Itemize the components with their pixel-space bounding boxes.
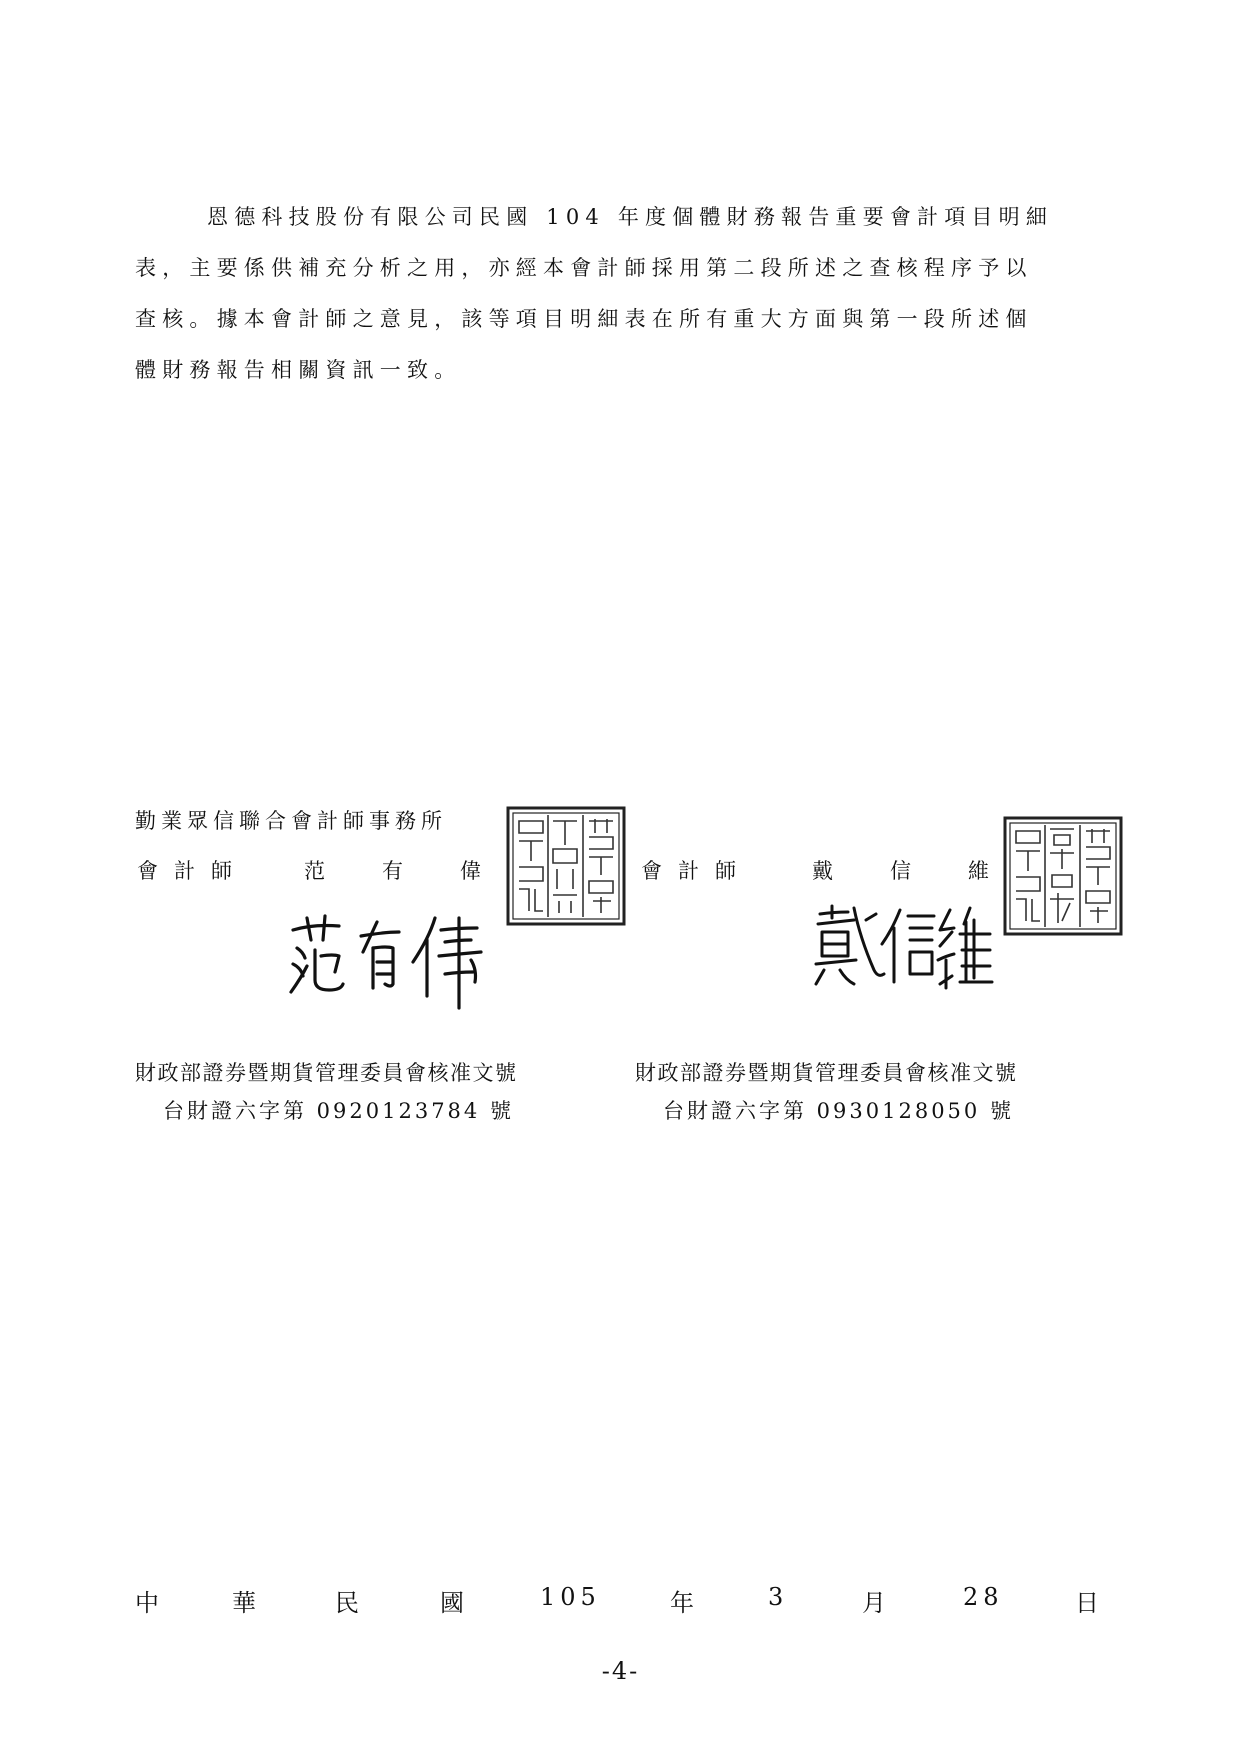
paragraph-line-1: 恩德科技股份有限公司民國 104 年度個體財務報告重要會計項目明細 — [207, 205, 1054, 229]
cpa-right-name-char: 戴 — [812, 859, 833, 883]
approval-left — [135, 1057, 518, 1125]
seal-stamp-left — [505, 805, 627, 927]
seal-stamp-right — [1002, 815, 1124, 937]
cpa-left-name-char: 有 — [382, 859, 403, 883]
date-part: 3 — [768, 1583, 784, 1611]
page-number: -4- — [601, 1657, 640, 1685]
date-part: 華 — [232, 1589, 256, 1617]
date-part: 民 — [335, 1589, 359, 1617]
cpa-left-name-char: 偉 — [460, 859, 481, 883]
signature-left — [285, 900, 505, 1010]
cpa-left-name-char: 范 — [304, 859, 325, 883]
date-part: 國 — [440, 1589, 464, 1617]
cpa-right-name-char: 信 — [890, 859, 911, 883]
report-date — [0, 1583, 1241, 1623]
approval-left-line1: 財政部證券暨期貨管理委員會核准文號 — [135, 1061, 518, 1085]
approval-right — [635, 1057, 1018, 1125]
firm-name: 勤業眾信聯合會計師事務所 — [135, 809, 447, 833]
paragraph-line-3: 查核。據本會計師之意見，該等項目明細表在所有重大方面與第一段所述個 — [135, 307, 1033, 331]
report-paragraph — [135, 192, 1115, 396]
date-part: 年 — [670, 1589, 694, 1617]
approval-left-line2: 台財證六字第 0920123784 號 — [163, 1099, 514, 1123]
paragraph-line-4: 體財務報告相關資訊一致。 — [135, 358, 462, 382]
approval-right-line1: 財政部證券暨期貨管理委員會核准文號 — [635, 1061, 1018, 1085]
cpa-left — [137, 855, 538, 885]
date-part: 日 — [1075, 1589, 1099, 1617]
date-part: 105 — [540, 1583, 601, 1611]
cpa-right-title: 會計師 — [641, 859, 752, 883]
cpa-left-name — [304, 855, 538, 885]
signature-right — [810, 900, 1000, 995]
paragraph-line-2: 表，主要係供補充分析之用，亦經本會計師採用第二段所述之查核程序予以 — [135, 256, 1033, 280]
date-part: 中 — [135, 1589, 159, 1617]
approval-right-line2: 台財證六字第 0930128050 號 — [663, 1099, 1014, 1123]
cpa-left-title: 會計師 — [137, 859, 248, 883]
date-part: 月 — [862, 1589, 886, 1617]
cpa-right-name-char: 維 — [968, 859, 989, 883]
date-part: 28 — [963, 1583, 1004, 1611]
cpa-right — [641, 855, 1046, 885]
